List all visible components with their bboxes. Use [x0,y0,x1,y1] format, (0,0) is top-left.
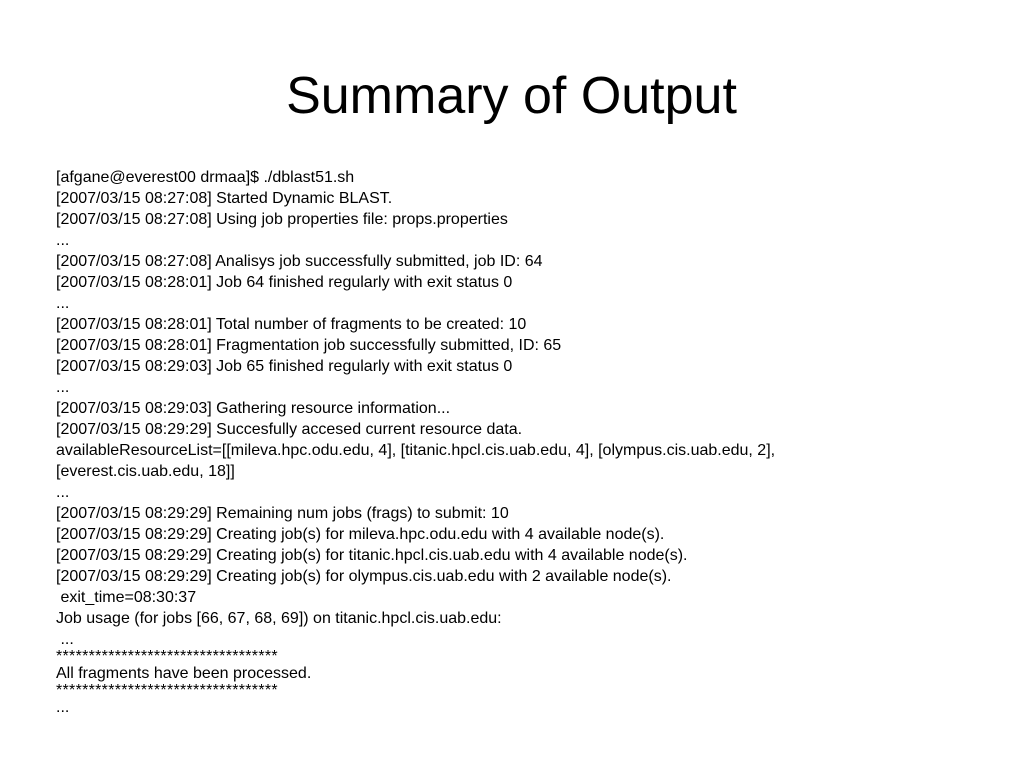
log-line: [2007/03/15 08:29:03] Gathering resource information... [56,400,451,417]
log-line: [2007/03/15 08:29:03] Job 65 finished regularly with exit status 0 [56,358,513,375]
slide-title: Summary of Output [286,67,737,125]
log-line: [2007/03/15 08:29:29] Creating job(s) for mileva.hpc.odu.edu with 4 available node(s). [56,526,665,543]
log-line: [afgane@everest00 drmaa]$ ./dblast51.sh [56,169,355,186]
log-line: ... [56,631,74,648]
log-line: [2007/03/15 08:29:29] Creating job(s) for olympus.cis.uab.edu with 2 available node(s). [56,568,672,585]
log-line: exit_time=08:30:37 [56,589,197,606]
log-line: [2007/03/15 08:29:29] Remaining num jobs (frags) to submit: 10 [56,505,509,522]
log-line: ... [56,232,70,249]
log-line: ... [56,295,70,312]
log-line: Job usage (for jobs [66, 67, 68, 69]) on titanic.hpcl.cis.uab.edu: [56,610,502,627]
log-line: All fragments have been processed. [56,665,312,682]
separator-line: ********************************** [56,648,278,665]
log-line: [2007/03/15 08:28:01] Job 64 finished regularly with exit status 0 [56,274,513,291]
log-line: [2007/03/15 08:29:29] Succesfully accesed current resource data. [56,421,523,438]
log-line: ... [56,379,70,396]
log-line: [everest.cis.uab.edu, 18]] [56,463,235,480]
log-line: availableResourceList=[[mileva.hpc.odu.edu, 4], [titanic.hpcl.cis.uab.edu, 4], [olympus.cis.uab.edu, 2], [56,442,776,459]
separator-line: ********************************** [56,682,278,699]
log-line: ... [56,699,70,716]
log-line: [2007/03/15 08:27:08] Analisys job successfully submitted, job ID: 64 [56,253,543,270]
log-line: ... [56,484,70,501]
log-line: [2007/03/15 08:29:29] Creating job(s) for titanic.hpcl.cis.uab.edu with 4 available node(s). [56,547,688,564]
output-log [56,167,996,718]
log-line: [2007/03/15 08:27:08] Using job properties file: props.properties [56,211,508,228]
log-line: [2007/03/15 08:28:01] Fragmentation job successfully submitted, ID: 65 [56,337,562,354]
log-line: [2007/03/15 08:27:08] Started Dynamic BLAST. [56,190,393,207]
log-line: [2007/03/15 08:28:01] Total number of fragments to be created: 10 [56,316,527,333]
